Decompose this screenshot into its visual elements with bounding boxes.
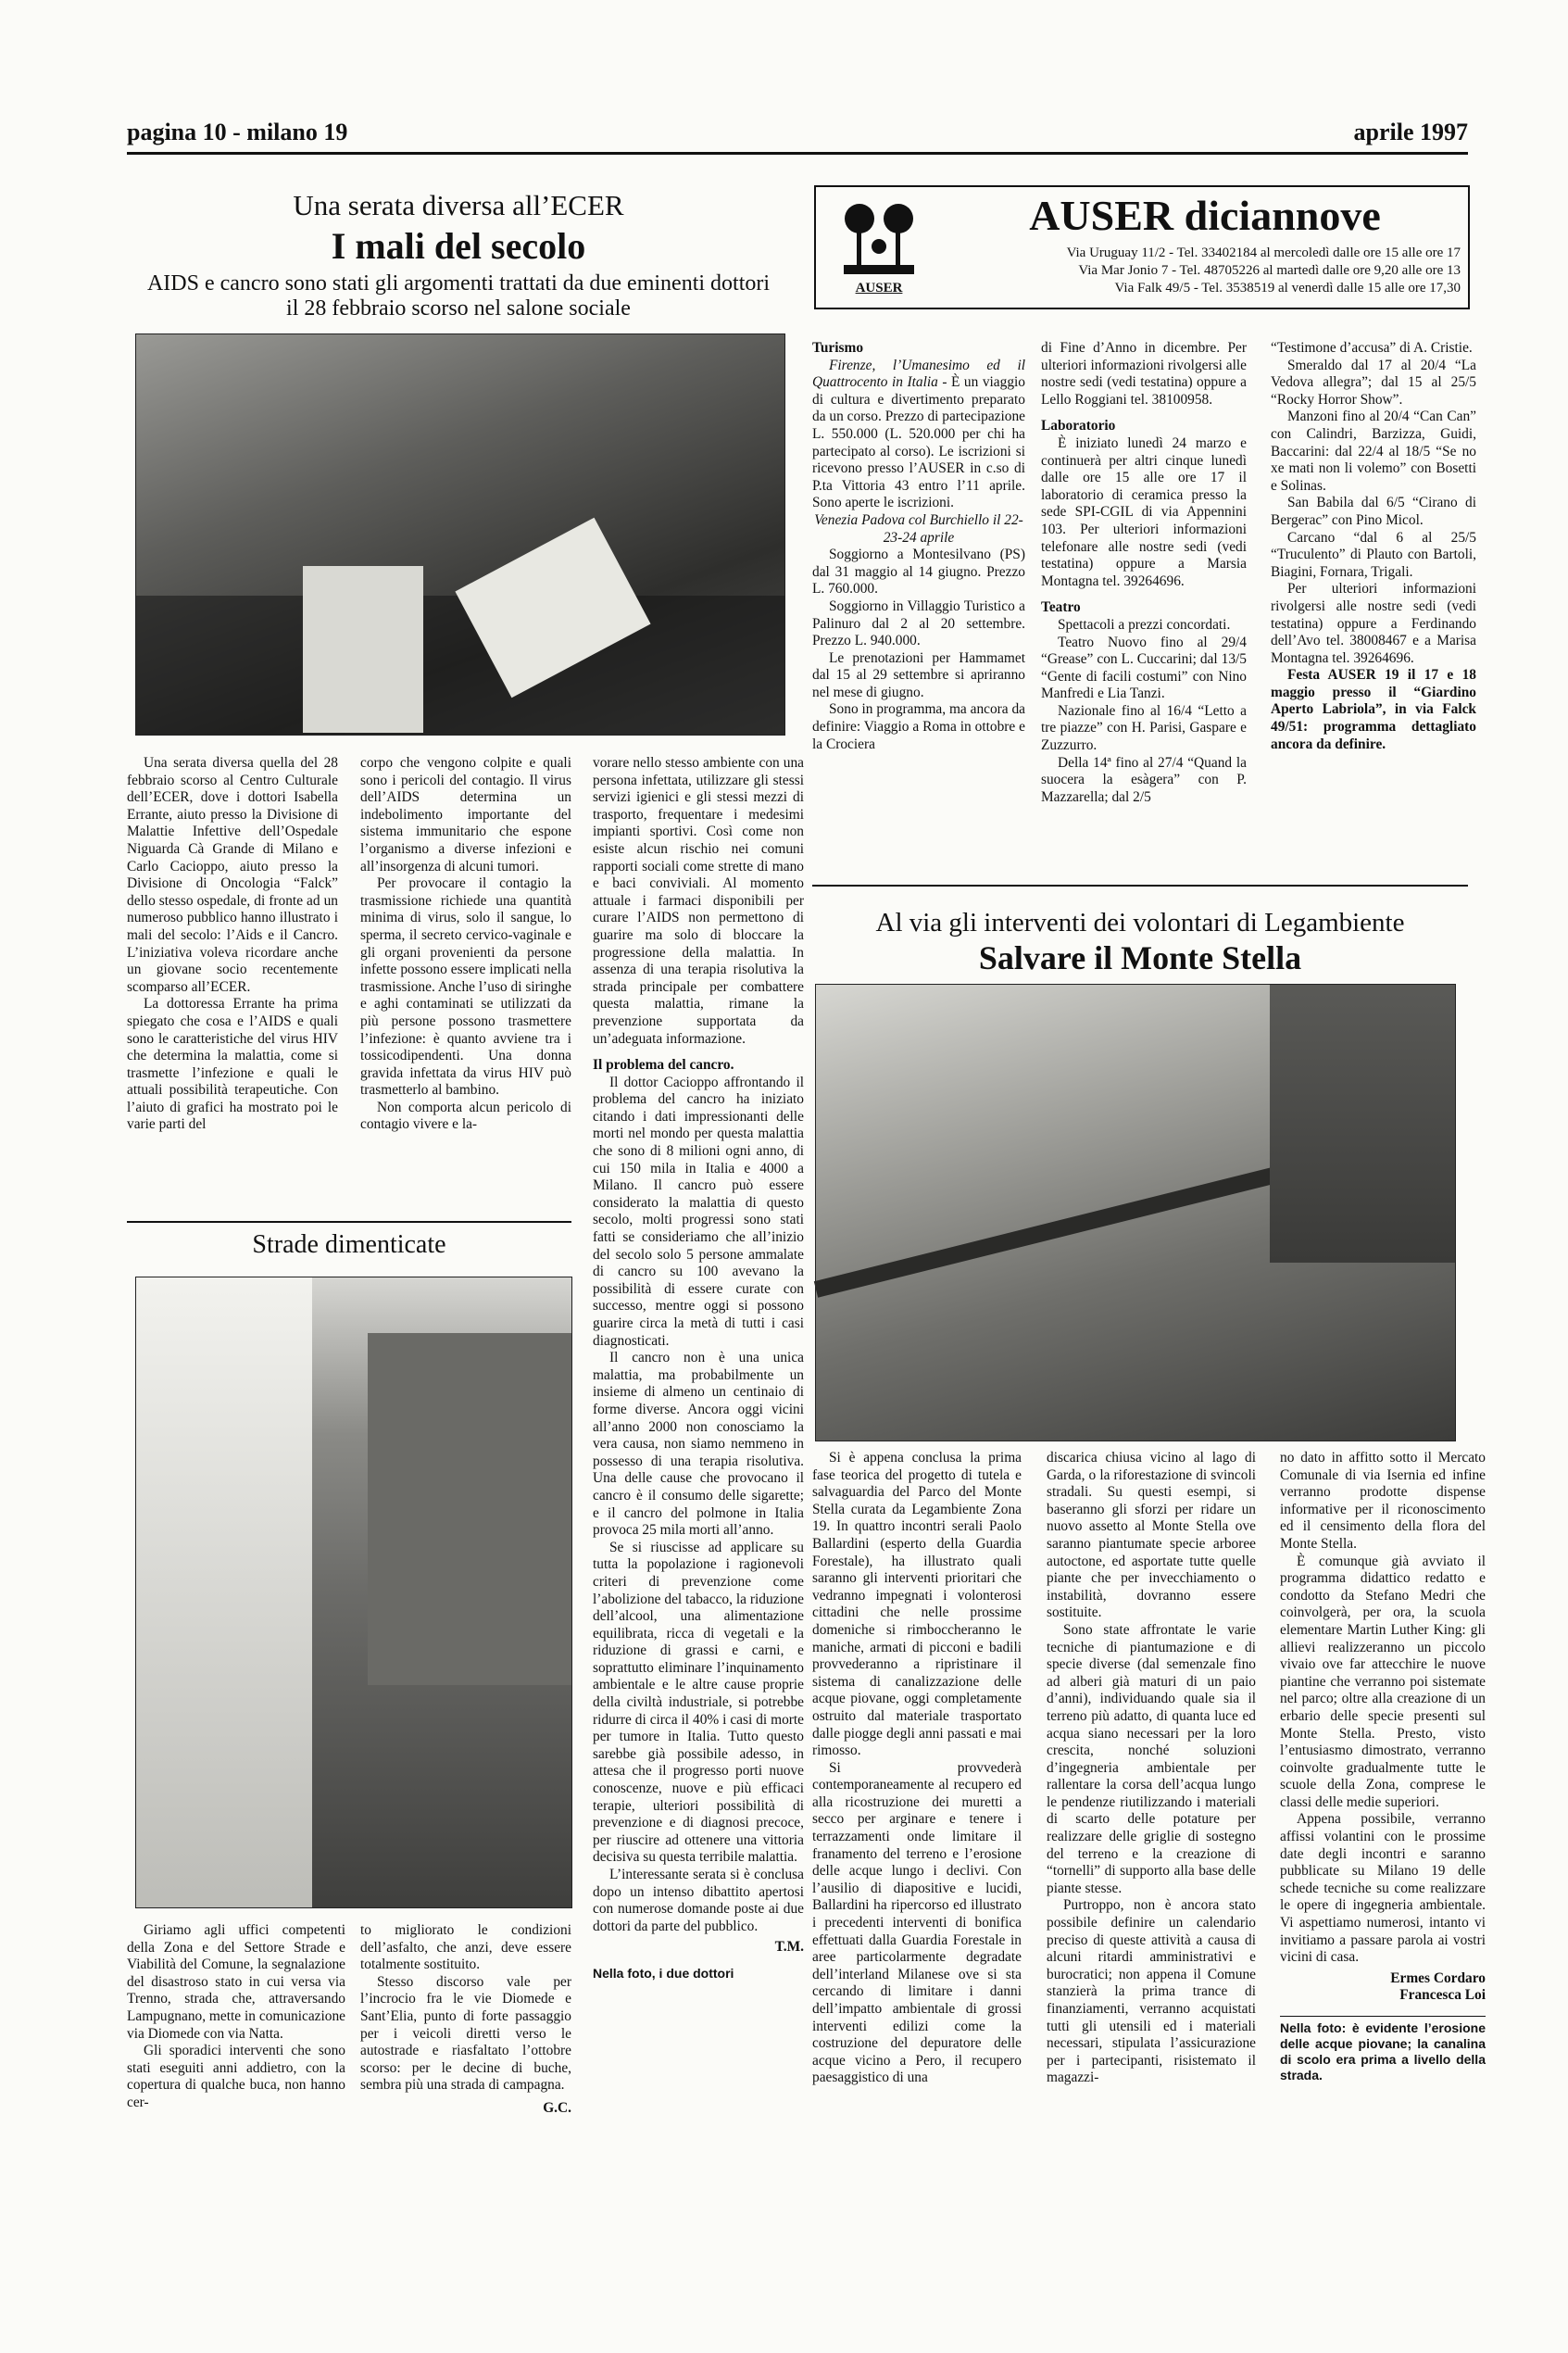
- article1-photo-caption: Nella foto, i due dottori: [593, 1965, 734, 1981]
- article1-col2: [360, 755, 571, 1134]
- article1-col3-p4: Se si riuscisse ad applicare su tutta la popolazione i ragionevoli criteri di prevenzione come l’abolizione del tabacco, la riduzione dell’alcool, una alimentazione equilibrata, ricca di vegetali e la riduzione di grassi e carni, e soprattutto eliminare l’inquinamento ambientale e le altre cause proprie della civiltà industriale, si potrebbe ridurre di circa il 40% i casi di morte per tumore in Italia. Tutto questo sarebbe già possibile adesso, in attesa che il progresso porti nuove conoscenze, nuove e più efficaci terapie, ulteriori possibilità di prevenzione e di diagnosi precoce, per riuscire ad ottenere una vittoria decisiva su questa terribile malattia.: [593, 1539, 804, 1866]
- auser-manzoni: Manzoni fino al 20/4 “Can Can” con Calindri, Barzizza, Guidi, Baccarini: dal 22/4 al 18/5 “Se no xe mati non li volemo” con Bosetti e Solinas.: [1271, 409, 1476, 494]
- auser-col1: [812, 340, 1025, 753]
- auser-carcano: Carcano “dal 6 al 25/5 “Truculento” di Plauto con Bartoli, Biagini, Fornara, Trigali.: [1271, 529, 1476, 580]
- article3-photo-caption: Nella foto: è evidente l’erosione delle acque piovane; la canalina di scolo era prima a livello della strada.: [1280, 2016, 1486, 2083]
- article3-col2-p3: Purtroppo, non è ancora stato possibile definire un calendario preciso di queste attività a causa di alcuni ritardi amministrativi e burocratici; non appena il Comune stanzierà la prima trance di finanziamenti, verranno acquistati tutti gli utensili ed i materiali necessari, stipulata l’assicurazione per i partecipanti, risistemato il magazzi-: [1047, 1897, 1256, 2086]
- article1-subtitle: AIDS e cancro sono stati gli argomenti trattati da due eminenti dottori il 28 febbraio scorso nel salone sociale: [146, 271, 771, 321]
- article3-col1-p1: Si è appena conclusa la prima fase teorica del progetto di tutela e salvaguardia del Parco del Monte Stella curata da Legambiente Zona 19. In quattro incontri serali Paolo Ballardini (esperto della Guardia Forestale), ha illustrato quali saranno gli interventi prioritari che vedranno impegnati i volonterosi cittadini che nelle prossime domeniche si rimboccheranno le maniche, armati di picconi e badili provvederanno a ripristinare il sistema di canalizzazione delle acque piovane, oggi completamente ostruito dal materiale trasportato dalle piogge degli anni passati e mai rimosso.: [812, 1450, 1022, 1759]
- auser-sanbabila: San Babila dal 6/5 “Cirano di Bergerac” con Pino Micol.: [1271, 495, 1476, 528]
- auser-address-2: Via Mar Jonio 7 - Tel. 48705226 al martedì dalle ore 9,20 alle ore 13: [1078, 263, 1461, 278]
- auser-hammamet: Le prenotazioni per Hammamet dal 15 al 29 settembre si apriranno nel mese di giugno.: [812, 649, 1025, 700]
- auser-palinuro: Soggiorno in Villaggio Turistico a Palinuro dal 2 al 20 settembre. Prezzo L. 940.000.: [812, 598, 1025, 649]
- auser-col2-p1: di Fine d’Anno in dicembre. Per ulteriori informazioni rivolgersi alle nostre sedi (vedi testatina) oppure a Lello Roggiani tel. 38100958.: [1041, 340, 1247, 408]
- article2-col2-p2: Stesso discorso vale per l’incrocio fra le vie Diomede e Sant’Elia, punto di forte passaggio per i veicoli diretti verso le autostrade e riasfaltato l’ottobre scorso: per le decine di buche, sembra più una strada di campagna.: [360, 1973, 571, 2094]
- auser-turismo-title: Firenze, l’Umanesimo ed il Quattrocento in Italia: [812, 357, 1025, 391]
- auser-address-3: Via Falk 49/5 - Tel. 3538519 al venerdì dalle 15 alle ore 17,30: [1114, 281, 1461, 296]
- doctors-photo: [135, 333, 785, 736]
- article1-col3-p5: L’interessante serata si è conclusa dopo un intenso dibattito apertosi con numerose domande poste ai due dottori da parte del pubblico.: [593, 1867, 804, 1934]
- street-photo: [135, 1277, 572, 1908]
- article1-col2-p2: Per provocare il contagio la trasmissione richiede una quantità minima di virus, solo il sangue, lo sperma, il secreto cervico-vaginale e gli organi provenienti da persone infette possono essere implicati nella trasmissione. Anche l’uso di siringhe e aghi contaminati se utilizzati da più persone possono trasmettere l’infezione: è quanto avviene tra i tossicodipendenti. Una donna gravida infettata da virus HIV può trasmetterlo al bambino.: [360, 875, 571, 1099]
- issue-date: aprile 1997: [1353, 119, 1468, 145]
- article2-col2: [360, 1922, 571, 2118]
- auser-smeraldo: Smeraldo dal 17 al 20/4 “La Vedova allegra”; dal 15 al 25/5 “Rocky Horror Show”.: [1271, 357, 1476, 408]
- article2-col1: [127, 1922, 345, 2112]
- article1-col1-p2: La dottoressa Errante ha prima spiegato che cosa e l’AIDS e quali sono le caratteristiche del virus HIV che determina la malattia, come si trasmette l’infezione e quali le attuali possibilità terapeutiche. Con l’aiuto di grafici ha mostrato poi le varie parti del: [127, 996, 338, 1133]
- article1-subhead-cancer: Il problema del cancro.: [593, 1057, 734, 1074]
- article2-signature: G.C.: [543, 2099, 571, 2116]
- auser-turismo-head: Turismo: [812, 340, 864, 356]
- auser-festa: Festa AUSER 19 il 17 e 18 maggio presso il “Giardino Aperto Labriola”, in via Falck 49/51: programma dettagliato ancora da definire.: [1271, 667, 1476, 752]
- auser-teatro-text: Spettacoli a prezzi concordati.: [1058, 616, 1231, 633]
- article3-col3: [1280, 1450, 1486, 2083]
- auser-banner: [814, 185, 1470, 309]
- auser-addresses: [946, 245, 1461, 297]
- auser-montesilvano: Soggiorno a Montesilvano (PS) dal 31 maggio al 14 giugno. Prezzo L. 760.000.: [812, 547, 1025, 598]
- auser-col3: [1271, 340, 1476, 753]
- auser-programma: Sono in programma, ma ancora da definire: Viaggio a Roma in ottobre e la Crociera: [812, 701, 1025, 752]
- auser-col2: [1041, 340, 1247, 806]
- article1-col3-p2: Il dottor Cacioppo affrontando il problema del cancro ha iniziato citando i dati impressionanti delle morti nel mondo per questa malattia che sono di 8 milioni ogni anno, di cui 150 mila in Italia e 4000 a Milano. Il cancro può essere considerato la malattia di questo secolo, molti progressi sono stati fatti se consideriamo che all’inizio del secolo solo 5 persone ammalate di cancro su 100 avevano la possibilità di essere curate con successo, mentre oggi si possono guarire circa la metà di tutti i casi diagnosticati.: [593, 1074, 804, 1349]
- auser-lab-text: È iniziato lunedì 24 marzo e continuerà per altri cinque lunedì dalle ore 15 alle ore 17 il laboratorio di ceramica presso la sede SPI-CGIL di via Appennini 103. Per ulteriori informazioni telefonare alle nostre sedi (vedi testatina) oppure a Marsia Montagna tel. 39264696.: [1041, 434, 1247, 589]
- article3-top-rule: [812, 885, 1468, 887]
- auser-teatro-nuovo: Teatro Nuovo fino al 29/4 “Grease” con L. Cuccarini; dal 13/5 “Gente di facili costumi” con Nino Manfredi e Lia Tanzi.: [1041, 634, 1247, 702]
- article1-col3-p3: Il cancro non è una unica malattia, ma probabilmente un insieme di almeno un centinaio di forme diverse. Ancora oggi vicini all’anno 2000 non conosciamo la vera causa, non siamo nemmeno in possesso di una terapia risolutiva. Una delle cause che provocano il cancro è il consumo delle sigarette; e il cancro del polmone in Italia provoca 25 mila morti all’anno.: [593, 1350, 804, 1539]
- article3-title: Salvare il Monte Stella: [978, 939, 1302, 976]
- page-folio: pagina 10 - milano 19: [127, 119, 348, 145]
- auser-venezia: Venezia Padova col Burchiello il 22-23-24 aprile: [814, 511, 1023, 546]
- article3-col1: [812, 1450, 1022, 2087]
- article1-title: I mali del secolo: [331, 225, 586, 267]
- article3-col1-p2: Si provvederà contemporaneamente al recupero ed alla ricostruzione dei muretti a secco per arginare e tenere i terrazzamenti onde limitare il franamento del terreno e l’erosione delle acque lungo i declivi. Con l’ausilio di diapositive e lucidi, Ballardini ha ripercorso ed illustrato i precedenti interventi di bonifica effettuati dalla Guardia Forestale in aree particolarmente degradate dell’interland Milanese ove si sta cercando di limitare i danni dell’impatto ambientale di grossi interventi edilizi come la costruzione del depuratore delle acque vicino a Pero, il recupero paesaggistico di una: [812, 1759, 1022, 2086]
- auser-title: AUSER diciannove: [1029, 192, 1381, 239]
- article2-col2-p1: to migliorato le condizioni dell’asfalto, che anzi, deve essere totalmente sostituito.: [360, 1922, 571, 1973]
- article1-col3: [593, 755, 804, 1982]
- auser-turismo-text: - È un viaggio di cultura e divertimento preparato da un corso. Prezzo di partecipazione L. 550.000 (L. 520.000 per chi ha partecipato al corso). Le iscrizioni si ricevono presso l’AUSER in c.so di P.ta Vittoria 43 entro l’11 aprile. Sono aperte le iscrizioni.: [812, 374, 1025, 511]
- article1-signature: T.M.: [774, 1939, 804, 1956]
- auser-info: Per ulteriori informazioni rivolgersi alle nostre sedi (vedi testatina) oppure a Ferdinando dell’Avo tel. 38008467 e a Marisa Montagna tel. 39264696.: [1271, 581, 1476, 666]
- tree-icon: [836, 200, 922, 276]
- article3-col3-p1: no dato in affitto sotto il Mercato Comunale di via Isernia ed infine verranno prodotte dispense informative per il riconoscimento ed il censimento della flora del Monte Stella.: [1280, 1450, 1486, 1552]
- article2-col1-p1: Giriamo agli uffici competenti della Zona e del Settore Strade e Viabilità del Comune, la segnalazione del disastroso stato in cui versa via Trenno, strada che, attraversando Lampugnano, mette in comunicazione via Diomede con via Natta.: [127, 1922, 345, 2042]
- auser-col3-p1: “Testimone d’accusa” di A. Cristie.: [1271, 340, 1473, 356]
- article1-col1: [127, 755, 338, 1134]
- article3-kicker: Al via gli interventi dei volontari di Legambiente: [875, 908, 1405, 937]
- article2-title: Strade dimenticate: [252, 1230, 446, 1259]
- auser-logo-text: AUSER: [855, 281, 903, 296]
- article3-signature-2: Francesca Loi: [1399, 1987, 1486, 2004]
- auser-nazionale: Nazionale fino al 16/4 “Letto a tre piazze” con H. Parisi, Gaspare e Zuzzurro.: [1041, 702, 1247, 754]
- article1-col3-p1: vorare nello stesso ambiente con una persona infettata, utilizzare gli stessi servizi igienici e gli stessi mezzi di trasporto, frequentare i medesimi impianti sportivi. Così come non esiste alcun rischio nei comuni rapporti sociali come strette di mano e baci conviviali. Al momento attuale i farmaci disponibili per curare l’AIDS non permettono di guarire ma solo di bloccare la progressione della malattia. In assenza di una terapia risolutiva la strada principale per combattere questa malattia, rimane la prevenzione supportata da un’adeguata informazione.: [593, 755, 804, 1047]
- auser-teatro-head: Teatro: [1041, 599, 1081, 616]
- article3-col2-p1: discarica chiusa vicino al lago di Garda, o la riforestazione di svincoli stradali. Su questi esempi, si baseranno gli sforzi per ridare un nuovo assetto al Monte Stella ove saranno piantumate specie arboree autoctone, ed asportate tutte quelle piante che per invecchiamento o instabilità, dovranno essere sostituite.: [1047, 1450, 1256, 1621]
- article2-top-rule: [127, 1221, 571, 1223]
- article3-col3-p3: Appena possibile, verranno affissi volantini con le prossime date degli incontri e saranno pubblicate su Milano 19 delle schede tecniche su come realizzare le opere di ingegneria ambientale. Vi aspettiamo numerosi, intanto vi invitiamo a passare parola ai vostri vicini di casa.: [1280, 1811, 1486, 1966]
- article3-col3-p2: È comunque già avviato il programma didattico redatto e condotto da Stefano Medri che coinvolgerà, per ora, la scuola elementare Martin Luther King: gli allievi realizzeranno un piccolo vivaio ove far attecchire le nuove piantine che verranno poi sistemate nel parco; oltre alla creazione di un erbario delle specie presenti sul Monte Stella. Presto, visto l’entusiasmo dimostrato, verranno coinvolte gradualmente tutte le scuole della Zona, comprese le classi delle medie superiori.: [1280, 1553, 1486, 1810]
- auser-address-1: Via Uruguay 11/2 - Tel. 33402184 al mercoledì dalle ore 15 alle ore 17: [1066, 245, 1461, 260]
- article1-header: [139, 189, 778, 321]
- auser-della14: Della 14ª fino al 27/4 “Quand la suocera la esàgera” con P. Mazzarella; dal 2/5: [1041, 754, 1247, 805]
- article3-col2: [1047, 1450, 1256, 2087]
- header-rule: [127, 152, 1468, 155]
- auser-lab-head: Laboratorio: [1041, 418, 1116, 434]
- auser-logo: [836, 200, 922, 296]
- article1-col1-p1: Una serata diversa quella del 28 febbraio scorso al Centro Culturale dell’ECER, dove i dottori Isabella Errante, aiuto presso la Divisione di Malattie Infettive dell’Ospedale Niguarda Cà Grande di Milano e Carlo Cacioppo, aiuto presso la Divisione di Oncologia “Falck” dello stesso ospedale, di fronte ad un numeroso pubblico hanno illustrato i mali del secolo: l’Aids e il Cancro. L’iniziativa voleva ricordare anche un giovane socio recentemente scomparso all’ECER.: [127, 755, 338, 995]
- article1-col2-p1: corpo che vengono colpite e quali sono i pericoli del contagio. Il virus dell’AIDS determina un indebolimento importante del sistema immunitario che espone l’organismo a diverse infezioni e all’insorgenza di alcuni tumori.: [360, 755, 571, 875]
- article1-col2-p3: Non comporta alcun pericolo di contagio vivere e la-: [360, 1099, 571, 1133]
- article3-header: [812, 908, 1468, 977]
- article1-kicker: Una serata diversa all’ECER: [293, 189, 624, 221]
- article3-signature-1: Ermes Cordaro: [1390, 1969, 1486, 1986]
- article3-col2-p2: Sono state affrontate le varie tecniche di piantumazione e di specie diverse (dal semenzale fino ad alberi già maturi di un paio d’anni), individuando quale sia il terreno più adatto, di quanta luce ed acqua siano necessari per la loro crescita, nonché soluzioni d’ingegneria ambientale per rallentare la corsa dell’acqua lungo le pendenze riutilizzando i materiali di scarto delle potature per realizzare delle griglie di sostegno del terreno e la creazione di “tornelli” di supporto alla base delle piante stesse.: [1047, 1621, 1256, 1896]
- monte-stella-photo: [815, 984, 1456, 1441]
- article2-col1-p2: Gli sporadici interventi che sono stati eseguiti anni addietro, con la copertura di qualche buca, non hanno cer-: [127, 2043, 345, 2110]
